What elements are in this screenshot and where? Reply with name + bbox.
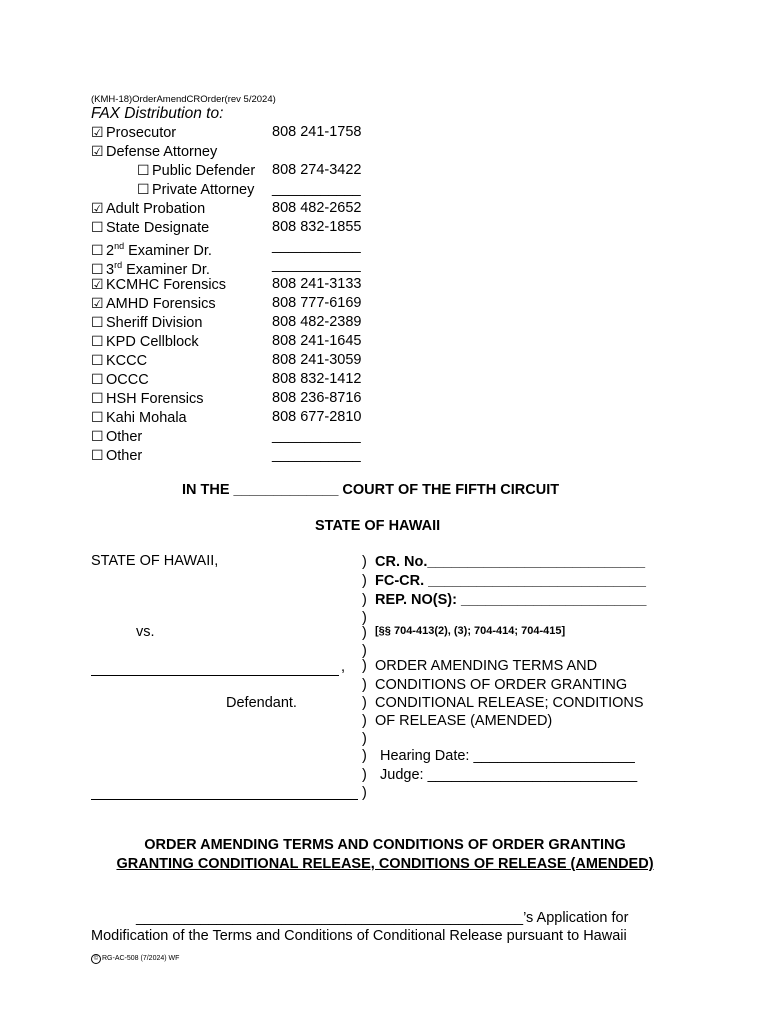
fax-recipient-label: Kahi Mohala	[106, 410, 187, 426]
fax-recipient-label: KCCC	[106, 353, 148, 369]
court-heading: IN THE _____________ COURT OF THE FIFTH CIRCUIT	[182, 482, 560, 498]
fax-recipient-label: Defense Attorney	[106, 144, 218, 160]
order-caption-line-2: CONDITIONS OF ORDER GRANTING	[375, 677, 628, 693]
fax-recipient-label: Other	[106, 429, 143, 445]
fax-row	[137, 161, 255, 180]
checkbox-icon[interactable]: ☐	[91, 390, 104, 406]
fax-recipient-label: Other	[106, 448, 143, 464]
fc-cr-number-field[interactable]: FC-CR. ___________________________	[375, 573, 646, 589]
fax-number: 808 241-3133	[272, 276, 362, 292]
fax-row	[91, 199, 205, 218]
checkbox-icon[interactable]: ☐	[91, 333, 104, 349]
defendant-name-line[interactable]	[91, 675, 339, 676]
checkbox-icon[interactable]: ☐	[91, 409, 104, 425]
checked-checkbox-icon[interactable]: ☑	[91, 295, 104, 311]
fax-recipient-label: HSH Forensics	[106, 391, 204, 407]
footer-text: RG-AC-508 (7/2024) WF	[102, 955, 180, 962]
fax-number[interactable]: ___________	[272, 181, 361, 197]
fax-recipient-label: Private Attorney	[152, 182, 255, 198]
statute-reference: [§§ 704-413(2), (3); 704-414; 704-415]	[375, 625, 566, 637]
caption-paren: )	[362, 695, 367, 711]
caption-paren: )	[362, 643, 367, 659]
fax-recipient-label: OCCC	[106, 372, 149, 388]
fax-row	[137, 180, 254, 199]
caption-paren: )	[362, 731, 367, 747]
checkbox-icon[interactable]: ☐	[91, 352, 104, 368]
fax-row	[91, 218, 209, 237]
fax-number: 808 777-6169	[272, 295, 362, 311]
fax-row	[91, 275, 226, 294]
fax-row	[91, 427, 142, 446]
fax-row	[91, 237, 212, 259]
fax-recipient-label: Adult Probation	[106, 201, 206, 217]
caption-paren: )	[362, 677, 367, 693]
checkbox-icon[interactable]: ☐	[137, 162, 150, 178]
caption-paren: )	[362, 767, 367, 783]
fax-recipient-label: Sheriff Division	[106, 315, 203, 331]
versus-label: vs.	[136, 624, 155, 640]
fax-number: 808 832-1412	[272, 371, 362, 387]
fax-row	[91, 313, 202, 332]
fax-recipient-label: 3rd Examiner Dr.	[106, 260, 210, 278]
fax-number[interactable]: ___________	[272, 257, 361, 273]
fax-number: 808 241-1645	[272, 333, 362, 349]
fax-number: 808 241-3059	[272, 352, 362, 368]
footer	[91, 954, 179, 964]
judge-field[interactable]: Judge: __________________________	[380, 767, 638, 783]
fax-row	[91, 370, 149, 389]
fax-number: 808 482-2652	[272, 200, 362, 216]
caption-paren: )	[362, 610, 367, 626]
checkbox-icon[interactable]: ☐	[137, 181, 150, 197]
checkbox-icon[interactable]: ☐	[91, 219, 104, 235]
fax-row	[91, 256, 210, 278]
fax-recipient-label: AMHD Forensics	[106, 296, 216, 312]
body-line-1: ________________________________________________’s Application for	[136, 910, 629, 926]
fax-number: 808 236-8716	[272, 390, 362, 406]
fax-row	[91, 123, 176, 142]
checkbox-icon[interactable]: ☐	[91, 241, 104, 258]
order-title-line-2: GRANTING CONDITIONAL RELEASE, CONDITIONS OF RELEASE (AMENDED)	[116, 856, 654, 872]
order-title-line-2-wrap	[0, 856, 770, 872]
fax-recipient-label: KPD Cellblock	[106, 334, 199, 350]
caption-paren: )	[362, 658, 367, 674]
order-caption-line-4: OF RELEASE (AMENDED)	[375, 713, 553, 729]
hearing-date-field[interactable]: Hearing Date: ____________________	[380, 748, 635, 764]
fax-number: 808 832-1855	[272, 219, 362, 235]
fax-recipient-label: KCMHC Forensics	[106, 277, 227, 293]
body-line-2: Modification of the Terms and Conditions of Conditional Release pursuant to Hawaii	[91, 928, 627, 944]
fax-recipient-label: Public Defender	[152, 163, 256, 179]
caption-paren: )	[362, 713, 367, 729]
fax-number[interactable]: ___________	[272, 238, 361, 254]
fax-number: 808 274-3422	[272, 162, 362, 178]
checkbox-icon[interactable]: ☐	[91, 428, 104, 444]
caption-paren: )	[362, 554, 367, 570]
checkbox-icon[interactable]: ☐	[91, 447, 104, 463]
state-heading: STATE OF HAWAII	[315, 518, 441, 534]
checkbox-icon[interactable]: ☐	[91, 371, 104, 387]
fax-recipient-label: State Designate	[106, 220, 210, 236]
caption-paren: )	[362, 748, 367, 764]
caption-paren: )	[362, 573, 367, 589]
checkbox-icon[interactable]: ☐	[91, 260, 104, 277]
caption-paren: )	[362, 785, 367, 801]
defendant-label: Defendant.	[226, 695, 297, 711]
order-caption-line-3: CONDITIONAL RELEASE; CONDITIONS	[375, 695, 644, 711]
caption-paren: )	[362, 592, 367, 608]
fax-row	[91, 446, 142, 465]
fax-row	[91, 142, 217, 161]
checked-checkbox-icon[interactable]: ☑	[91, 124, 104, 140]
fax-number: 808 241-1758	[272, 124, 362, 140]
fax-row	[91, 294, 216, 313]
fax-number: 808 677-2810	[272, 409, 362, 425]
fax-number[interactable]: ___________	[272, 428, 361, 444]
fax-recipient-label: 2nd Examiner Dr.	[106, 241, 212, 259]
checked-checkbox-icon[interactable]: ☑	[91, 143, 104, 159]
fax-number[interactable]: ___________	[272, 447, 361, 463]
order-title-line-1: ORDER AMENDING TERMS AND CONDITIONS OF ORDER GRANTING	[144, 837, 626, 853]
checkbox-icon[interactable]: ☐	[91, 314, 104, 330]
fax-number: 808 482-2389	[272, 314, 362, 330]
caption-paren: )	[362, 625, 367, 641]
cr-number-field[interactable]: CR. No.___________________________	[375, 554, 646, 570]
caption-bottom-line	[91, 799, 358, 800]
fax-row	[91, 389, 204, 408]
checked-checkbox-icon[interactable]: ☑	[91, 276, 104, 292]
checked-checkbox-icon[interactable]: ☑	[91, 200, 104, 216]
fax-recipient-label: Prosecutor	[106, 125, 177, 141]
defendant-comma: ,	[341, 659, 346, 675]
report-numbers-field[interactable]: REP. NO(S): _______________________	[375, 592, 647, 608]
order-caption-line-1: ORDER AMENDING TERMS AND	[375, 658, 598, 674]
form-revision-id: (KMH-18)OrderAmendCROrder(rev 5/2024)	[91, 94, 276, 105]
fax-row	[91, 351, 147, 370]
fax-row	[91, 332, 199, 351]
plaintiff-name: STATE OF HAWAII,	[91, 553, 219, 569]
fax-row	[91, 408, 187, 427]
fax-distribution-title: FAX Distribution to:	[91, 105, 224, 122]
copyright-icon: ©	[91, 954, 101, 964]
